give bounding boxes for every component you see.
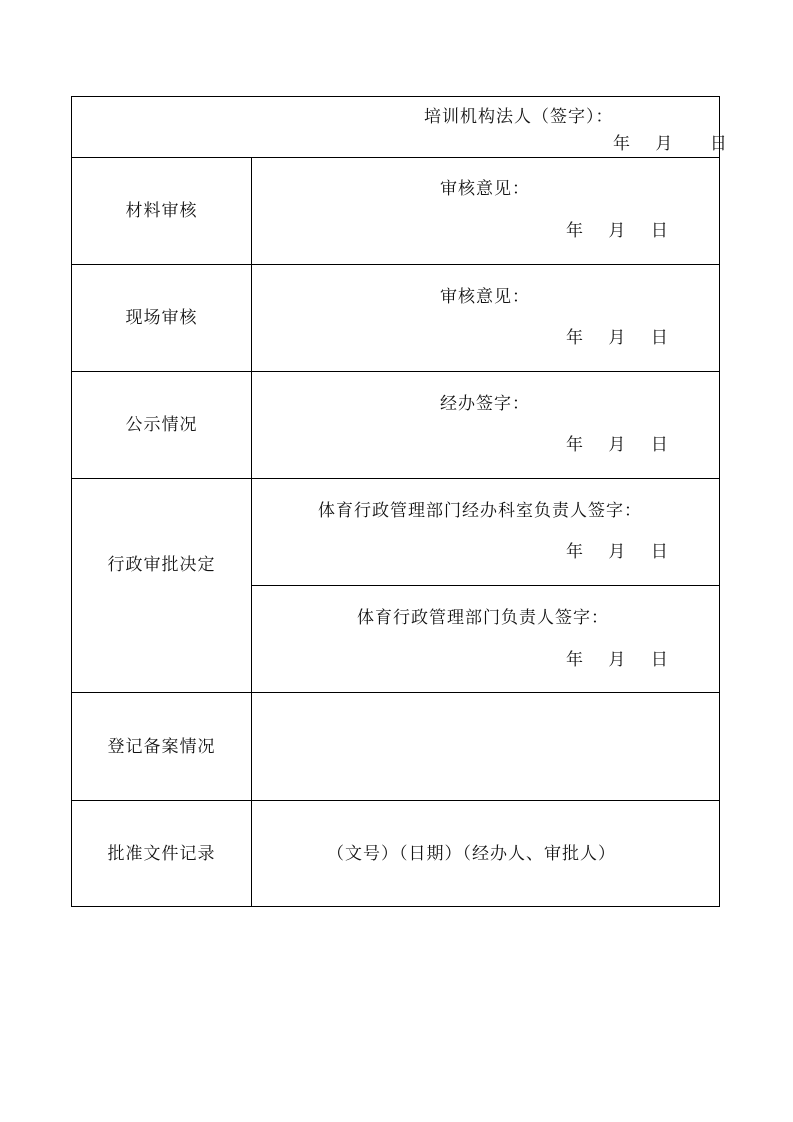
onsite-review-prompt: 审核意见： [440, 287, 530, 307]
registration-filing-label: 登记备案情况 [107, 737, 216, 757]
day-label: 日 [650, 542, 669, 562]
year-label: 年 [613, 134, 631, 154]
month-label: 月 [608, 328, 627, 348]
onsite-review-label: 现场审核 [125, 308, 198, 328]
row-divider [72, 800, 719, 801]
row-divider [72, 478, 719, 479]
row-divider [251, 585, 719, 586]
material-review-label: 材料审核 [125, 201, 198, 221]
row-divider [72, 264, 719, 265]
year-label: 年 [566, 328, 584, 348]
day-label: 日 [650, 221, 669, 241]
month-label: 月 [608, 221, 627, 241]
department-head-signature-prompt: 体育行政管理部门负责人签字： [357, 608, 609, 628]
column-divider [251, 157, 252, 906]
approval-document-record-content: （文号）（日期）（经办人、审批人） [327, 844, 616, 864]
public-notice-date [566, 435, 669, 455]
administrative-decision-label: 行政审批决定 [107, 555, 216, 575]
day-label: 日 [650, 435, 669, 455]
row-divider [72, 371, 719, 372]
row-divider [72, 157, 719, 158]
year-label: 年 [566, 435, 584, 455]
public-notice-prompt: 经办签字： [440, 394, 530, 414]
department-office-head-date [566, 542, 669, 562]
approval-form-table [71, 96, 728, 907]
department-head-date [566, 650, 669, 670]
year-label: 年 [566, 542, 584, 562]
year-label: 年 [566, 221, 584, 241]
month-label: 月 [608, 435, 627, 455]
material-review-prompt: 审核意见： [440, 179, 530, 199]
month-label: 月 [655, 134, 674, 154]
day-label: 日 [650, 650, 669, 670]
approval-document-record-label: 批准文件记录 [107, 844, 216, 864]
material-review-date [566, 221, 669, 241]
row-divider [72, 692, 719, 693]
legal-representative-signature-label: 培训机构法人（签字）： [424, 107, 614, 127]
signature-date [613, 134, 728, 154]
day-label: 日 [650, 328, 669, 348]
onsite-review-date [566, 328, 669, 348]
public-notice-label: 公示情况 [125, 415, 198, 435]
day-label: 日 [709, 134, 728, 154]
month-label: 月 [608, 542, 627, 562]
year-label: 年 [566, 650, 584, 670]
month-label: 月 [608, 650, 627, 670]
department-office-head-signature-prompt: 体育行政管理部门经办科室负责人签字： [318, 501, 642, 521]
